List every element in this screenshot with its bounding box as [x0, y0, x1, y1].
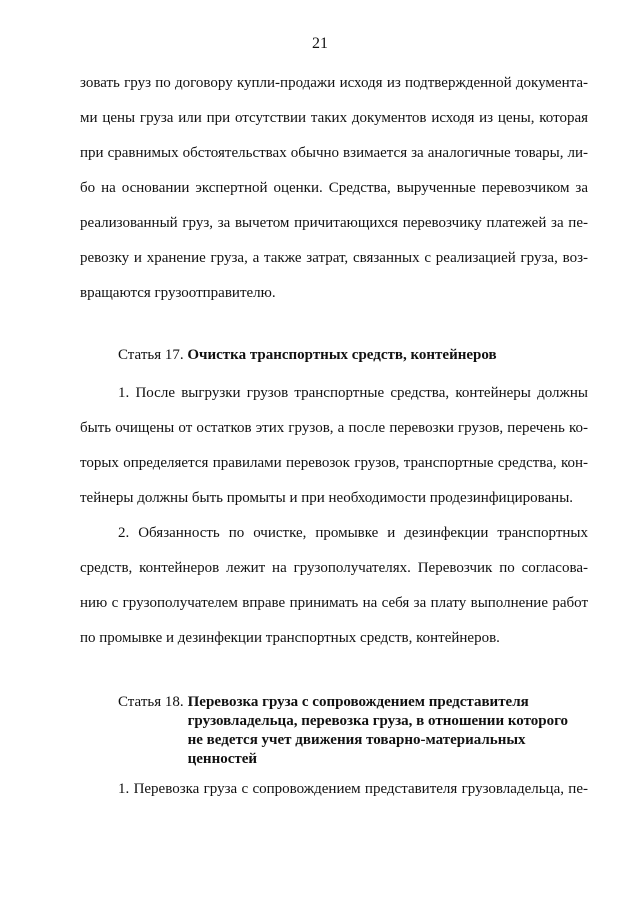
text-line: зовать груз по договору купли-продажи исходя из подтвержденной документа-: [80, 75, 588, 91]
text-line: 1. Перевозка груза с сопровождением представителя грузовладельца, пе-: [118, 781, 588, 797]
text-line: 1. После выгрузки грузов транспортные средства, контейнеры должны: [118, 385, 588, 401]
text-line: вращаются грузоотправителю.: [80, 285, 276, 301]
text-line: ми цены груза или при отсутствии таких документов исходя из цены, которая: [80, 110, 588, 126]
text-line: по промывке и дезинфекции транспортных средств, контейнеров.: [80, 630, 500, 646]
text-line: ревозку и хранение груза, а также затрат, связанных с реализацией груза, воз-: [80, 250, 588, 266]
article-18-title: [188, 693, 568, 769]
article-18-title-line: Перевозка груза с сопровождением представителя: [187, 694, 529, 710]
text-line: 2. Обязанность по очистке, промывке и дезинфекции транспортных: [118, 525, 588, 541]
text-line: реализованный груз, за вычетом причитающихся перевозчику платежей за пе-: [80, 215, 588, 231]
text-line: быть очищены от остатков этих грузов, а после перевозки грузов, перечень ко-: [80, 420, 588, 436]
article-18-title-line: не ведется учет движения товарно-материальных: [187, 732, 526, 748]
text-line: нию с грузополучателем вправе принимать на себя за плату выполнение работ: [80, 595, 588, 611]
text-line: тейнеры должны быть промыты и при необходимости продезинфицированы.: [80, 490, 574, 506]
article-18-number: Статья 18.: [118, 694, 184, 710]
article-17-number: Статья 17.: [118, 347, 184, 363]
text-line: торых определяется правилами перевозок грузов, транспортные средства, кон-: [80, 455, 588, 471]
text-line: средств, контейнеров лежит на грузополучателях. Перевозчик по согласова-: [80, 560, 588, 576]
article-18-heading: [118, 693, 588, 769]
article-17-title: Очистка транспортных средств, контейнеров: [187, 347, 497, 363]
text-line: при сравнимых обстоятельствах обычно взимается за аналогичные товары, ли-: [80, 145, 588, 161]
article-17-heading: [118, 346, 497, 365]
page-number: 21: [312, 35, 328, 52]
text-line: бо на основании экспертной оценки. Средства, вырученные перевозчиком за: [80, 180, 588, 196]
article-18-title-line: грузовладельца, перевозка груза, в отношении которого: [187, 713, 569, 729]
article-18-title-line: ценностей: [187, 751, 258, 767]
